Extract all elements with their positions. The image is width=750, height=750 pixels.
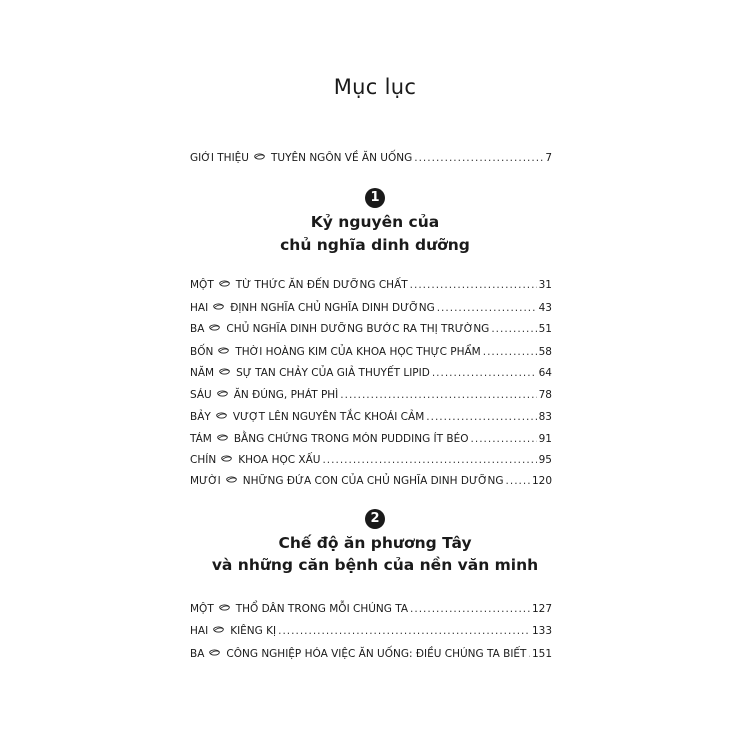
entry-label: HAI [190, 625, 209, 637]
leaf-icon [219, 604, 230, 611]
entry-title: NHỮNG ĐỨA CON CỦA CHỦ NGHĨA DINH DƯỠNG [242, 475, 504, 487]
part-title-line-2: và những căn bệnh của nền văn minh [211, 556, 539, 574]
entry-page: 133 [531, 625, 552, 637]
entry-label: MỘT [190, 279, 214, 291]
entry-title: VƯỢT LÊN NGUYÊN TẮC KHOÁI CẢM [232, 411, 425, 423]
toc-entry[interactable] [190, 600, 552, 618]
entry-label: BA [190, 648, 205, 660]
entry-label: BỐN [190, 346, 214, 358]
entry-label: HAI [190, 302, 209, 314]
toc-entry[interactable] [190, 645, 552, 663]
entry-title: SỰ TAN CHẢY CỦA GIẢ THUYẾT LIPID [236, 367, 430, 379]
entry-page: 151 [531, 648, 552, 660]
entry-label: SÁU [190, 389, 212, 401]
entry-page: 64 [538, 367, 552, 379]
dot-leader [410, 276, 537, 294]
entry-page: 51 [538, 323, 552, 335]
toc-entry[interactable] [190, 386, 552, 404]
dot-leader [340, 386, 536, 404]
dot-leader [506, 472, 530, 490]
toc-entry[interactable] [190, 320, 552, 338]
entry-title: CHỦ NGHĨA DINH DƯỠNG BƯỚC RA THỊ TRƯỜNG [226, 323, 490, 335]
entry-title: CÔNG NGHIỆP HÓA VIỆC ĂN UỐNG: ĐIỀU CHÚNG TA BIẾT [226, 648, 527, 660]
entry-title: ĂN ĐÚNG, PHÁT PHÌ [233, 389, 339, 401]
leaf-icon [254, 153, 265, 160]
toc-entry[interactable] [190, 276, 552, 294]
entry-page: 91 [538, 433, 552, 445]
part-title-line-1: Chế độ ăn phương Tây [278, 534, 472, 552]
leaf-icon [219, 280, 230, 287]
leaf-icon [217, 390, 228, 397]
entry-title: BẰNG CHỨNG TRONG MÓN PUDDING ÍT BÉO [233, 433, 469, 445]
entry-title: KIÊNG KỊ [230, 625, 277, 637]
dot-leader [528, 645, 529, 663]
leaf-icon [213, 303, 224, 310]
entry-label: MƯỜI [190, 475, 221, 487]
dot-leader [322, 451, 536, 469]
part-number-badge: 2 [365, 509, 385, 529]
entry-title: TUYÊN NGÔN VỀ ĂN UỐNG [270, 152, 413, 164]
entry-page: 78 [538, 389, 552, 401]
toc-entry[interactable] [190, 343, 552, 361]
entry-title: ĐỊNH NGHĨA CHỦ NGHĨA DINH DƯỠNG [230, 302, 435, 314]
entry-label: GIỚI THIỆU [190, 152, 249, 164]
entry-label: TÁM [190, 433, 212, 445]
toc-entry[interactable] [190, 299, 552, 317]
entry-label: CHÍN [190, 454, 217, 466]
leaf-icon [221, 455, 232, 462]
entry-label: MỘT [190, 603, 214, 615]
entry-title: TỪ THỨC ĂN ĐẾN DƯỠNG CHẤT [235, 279, 408, 291]
entry-page: 7 [545, 152, 552, 164]
dot-leader [437, 299, 537, 317]
toc-entry[interactable] [190, 430, 552, 448]
entry-label: BẢY [190, 411, 211, 423]
leaf-icon [209, 649, 220, 656]
entry-page: 127 [531, 603, 552, 615]
toc-entry-intro[interactable] [190, 149, 552, 167]
entry-page: 120 [531, 475, 552, 487]
part-number-badge: 1 [365, 188, 385, 208]
dot-leader [410, 600, 530, 618]
part-title-line-1: Kỷ nguyên của [310, 213, 440, 231]
toc-entry[interactable] [190, 451, 552, 469]
entry-page: 43 [538, 302, 552, 314]
entry-title: THỔ DÂN TRONG MỖI CHÚNG TA [235, 603, 409, 615]
dot-leader [432, 364, 537, 382]
entry-title: THỜI HOÀNG KIM CỦA KHOA HỌC THỰC PHẨM [235, 346, 481, 358]
toc-entry[interactable] [190, 472, 552, 490]
entry-page: 58 [538, 346, 552, 358]
toc-entry[interactable] [190, 364, 552, 382]
leaf-icon [213, 626, 224, 633]
leaf-icon [219, 368, 230, 375]
leaf-icon [216, 412, 227, 419]
dot-leader [278, 622, 530, 640]
toc-entry[interactable] [190, 622, 552, 640]
leaf-icon [217, 434, 228, 441]
part-title-line-2: chủ nghĩa dinh dưỡng [280, 236, 470, 254]
entry-label: BA [190, 323, 205, 335]
entry-page: 83 [538, 411, 552, 423]
entry-page: 31 [538, 279, 552, 291]
dot-leader [426, 408, 536, 426]
toc-entry[interactable] [190, 408, 552, 426]
dot-leader [491, 320, 536, 338]
leaf-icon [226, 476, 237, 483]
entry-page: 95 [538, 454, 552, 466]
leaf-icon [218, 347, 229, 354]
entry-label: NĂM [190, 367, 215, 379]
page-title: Mục lục [333, 75, 417, 99]
dot-leader [483, 343, 537, 361]
dot-leader [414, 149, 543, 167]
dot-leader [471, 430, 537, 448]
entry-title: KHOA HỌC XẤU [238, 454, 321, 466]
leaf-icon [209, 324, 220, 331]
